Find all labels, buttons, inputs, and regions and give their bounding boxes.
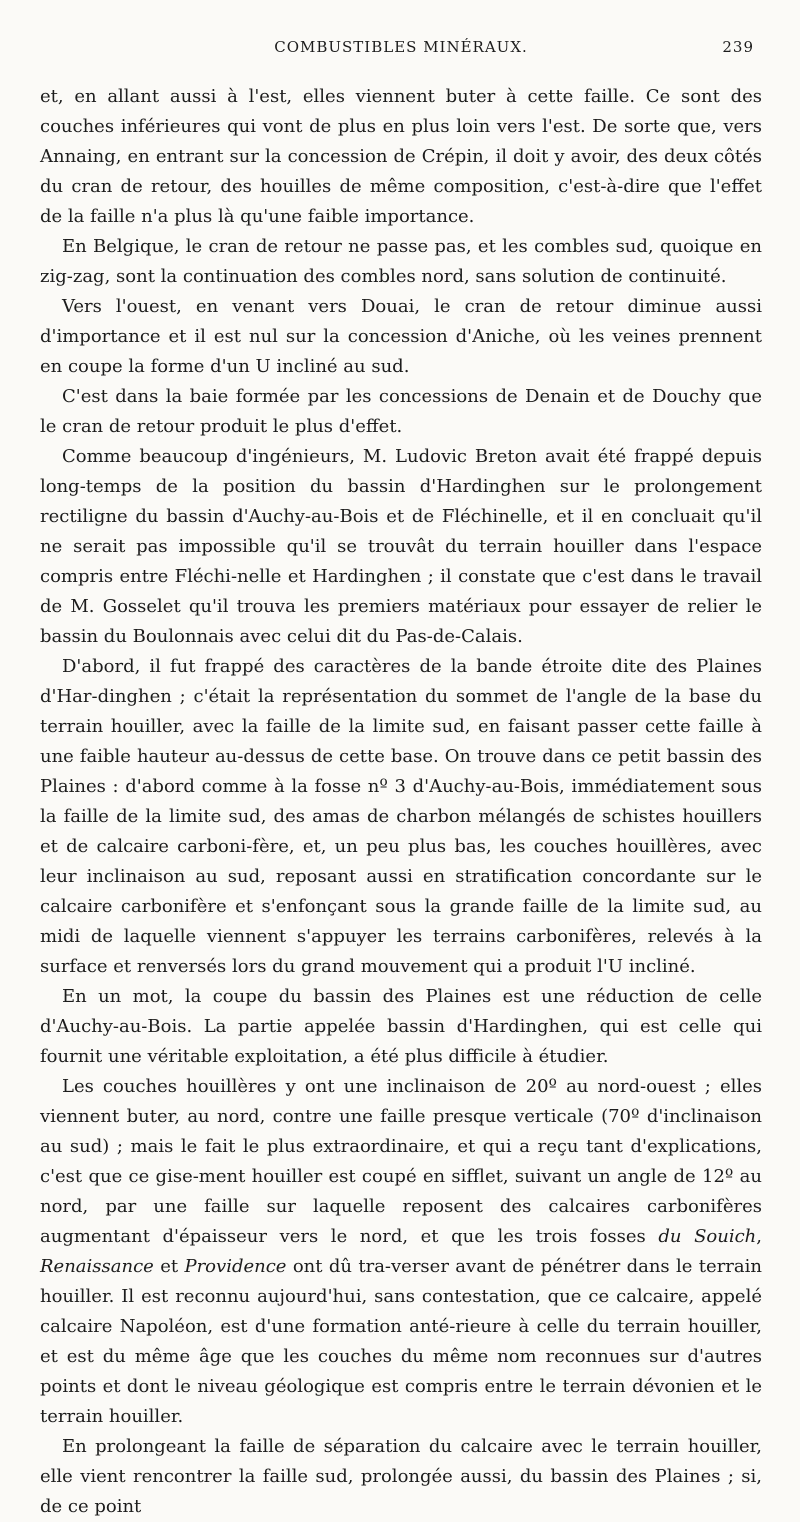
text-run: D'abord, il fut frappé des caractères de la bande étroite dite des Plaines d'Har-dinghen ; c'était la représentation du sommet de l'angle de la base du terrain houiller, avec la faille de la limite sud, en faisant passer cette faille à une faible hauteur au-dessus de cette base. On trouve dans ce petit bassin des Plaines : d'abord comme à la fosse nº 3 d'Auchy-au-Bois, immédiatement sous la faille de la limite sud, des amas de charbon mélangés de schistes houillers et de calcaire carboni-fère, et, un peu plus bas, les couches houillères, avec leur inclinaison au sud, reposant aussi en stratification concordante sur le calcaire carbonifère et s'enfonçant sous la grande faille de la limite sud, au midi de laquelle viennent s'appuyer les terrains carbonifères, relevés à la surface et renversés lors du grand mouvement qui a produit l'U incliné. [40,656,762,977]
text-run: et, en allant aussi à l'est, elles viennent buter à cette faille. Ce sont des couches inférieures qui vont de plus en plus loin vers l'est. De sorte que, vers Annaing, en entrant sur la concession de Crépin, il doit y avoir, des deux côtés du cran de retour, des houilles de même composition, c'est-à-dire que l'effet de la faille n'a plus là qu'une faible importance. [40,86,762,227]
text-run: Vers l'ouest, en venant vers Douai, le cran de retour diminue aussi d'importance et il est nul sur la concession d'Aniche, où les veines prennent en coupe la forme d'un U incliné au sud. [40,296,762,377]
running-title: COMBUSTIBLES MINÉRAUX. [274,38,528,56]
paragraph [40,982,762,1072]
paragraph [40,652,762,982]
paragraph [40,1072,762,1432]
paragraph [40,232,762,292]
paragraph [40,82,762,232]
text-run: , [756,1226,762,1247]
text-run: En prolongeant la faille de séparation du calcaire avec le terrain houiller, elle vient rencontrer la faille sud, prolongée aussi, du bassin des Plaines ; si, de ce point [40,1436,762,1517]
text-run: C'est dans la baie formée par les concessions de Denain et de Douchy que le cran de retour produit le plus d'effet. [40,386,762,437]
text-run: Les couches houillères y ont une inclinaison de 20º au nord-ouest ; elles viennent buter, au nord, contre une faille presque verticale (70º d'inclinaison au sud) ; mais le fait le plus extraordinaire, et qui a reçu tant d'explications, c'est que ce gise-ment houiller est coupé en sifflet, suivant un angle de 12º au nord, par une faille sur laquelle reposent des calcaires carbonifères augmentant d'épaisseur vers le nord, et que les trois fosses [40,1076,762,1247]
page-number: 239 [722,38,754,56]
italic-text: Renaissance [40,1256,154,1277]
paragraph [40,442,762,652]
paragraph [40,382,762,442]
text-run: En un mot, la coupe du bassin des Plaines est une réduction de celle d'Auchy-au-Bois. La partie appelée bassin d'Hardinghen, qui est celle qui fournit une véritable exploitation, a été plus difficile à étudier. [40,986,762,1067]
text-run: et [153,1256,185,1277]
italic-text: du Souich [658,1226,757,1247]
text-run: Comme beaucoup d'ingénieurs, M. Ludovic Breton avait été frappé depuis long-temps de la position du bassin d'Hardinghen sur le prolongement rectiligne du bassin d'Auchy-au-Bois et de Fléchinelle, et il en concluait qu'il ne serait pas impossible qu'il se trouvât du terrain houiller dans l'espace compris entre Fléchi-nelle et Hardinghen ; il constate que c'est dans le travail de M. Gosselet qu'il trouva les premiers matériaux pour essayer de relier le bassin du Boulonnais avec celui dit du Pas-de-Calais. [40,446,762,647]
body-text [40,82,762,1522]
text-run: En Belgique, le cran de retour ne passe pas, et les combles sud, quoique en zig-zag, sont la continuation des combles nord, sans solution de continuité. [40,236,762,287]
paragraph [40,1432,762,1522]
running-head [40,38,762,68]
paragraph [40,292,762,382]
italic-text: Providence [184,1256,287,1277]
text-run: ont dû tra-verser avant de pénétrer dans le terrain houiller. Il est reconnu aujourd'hui, sans contestation, que ce calcaire, appelé calcaire Napoléon, est d'une formation anté-rieure à celle du terrain houiller, et est du même âge que les couches du même nom reconnues sur d'autres points et dont le niveau géologique est compris entre le terrain dévonien et le terrain houiller. [40,1256,762,1427]
